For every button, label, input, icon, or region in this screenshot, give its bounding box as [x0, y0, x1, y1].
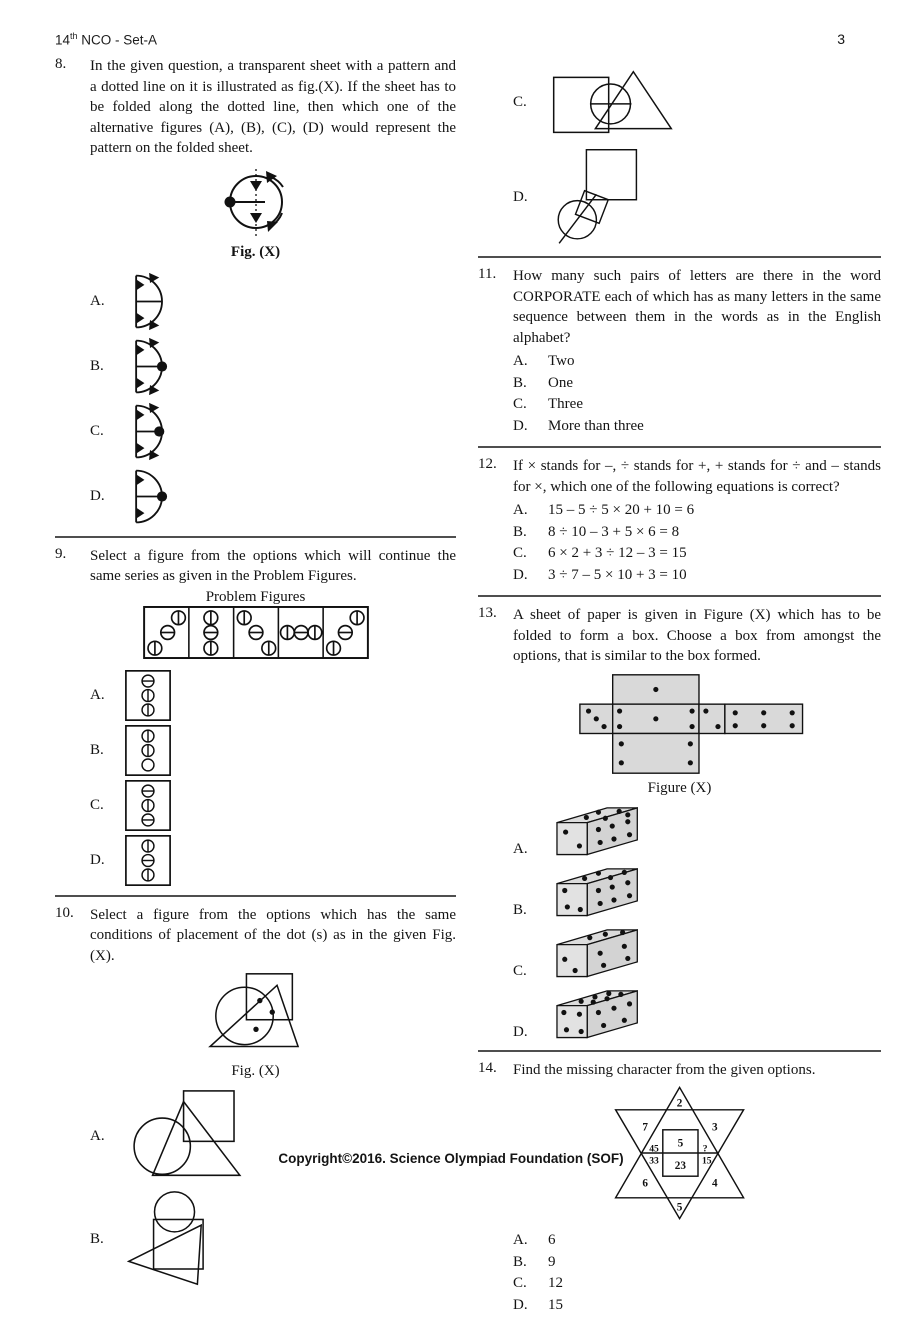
- q10-figure-x-drawing: [202, 970, 310, 1058]
- q8-option-b-figure: [125, 336, 175, 397]
- star-left-lower-cell-value: 33: [648, 1155, 659, 1167]
- question-text: Select a figure from the options which has the same conditions of placement of the dot (s) as in the given Fig. (X).: [90, 906, 456, 964]
- question-11: [478, 266, 881, 437]
- star-lower-left-value: 6: [641, 1177, 648, 1190]
- star-upper-left-value: 7: [641, 1121, 648, 1134]
- q11-option-d: [513, 416, 881, 438]
- q11-option-c: [513, 394, 881, 416]
- section-divider: [55, 536, 456, 538]
- option-label: C.: [90, 796, 104, 813]
- question-number: 10.: [55, 904, 74, 921]
- q11-option-b: [513, 373, 881, 395]
- option-label: D.: [513, 417, 528, 434]
- q9-option-c-figure: [125, 780, 171, 831]
- question-text: Select a figure from the options which will continue the same series as given in the Problem Figures.: [90, 547, 456, 584]
- q8-figure-x-drawing: [214, 167, 298, 239]
- star-upper-right-value: 3: [711, 1121, 718, 1134]
- option-label: B.: [90, 357, 104, 374]
- question-number: 13.: [478, 605, 497, 621]
- section-divider: [478, 1050, 881, 1052]
- q8-option-a-figure: [125, 271, 175, 332]
- option-equation: 6 × 2 + 3 ÷ 12 – 3 = 15: [548, 545, 687, 561]
- q10-option-a: [55, 1088, 456, 1185]
- option-label: C.: [513, 396, 527, 412]
- star-lower-right-value: 4: [711, 1177, 718, 1190]
- page-header-title: [55, 31, 157, 48]
- option-text: Three: [548, 396, 583, 412]
- q13-option-b-figure: [548, 862, 648, 919]
- q9-option-a: [55, 670, 456, 721]
- question-text: If × stands for –, ÷ stands for +, + stands for ÷ and – stands for ×, which one of the following equations is correct?: [513, 458, 881, 495]
- option-label: B.: [90, 741, 104, 758]
- q12-option-c: [513, 543, 881, 565]
- q11-option-a: [513, 351, 881, 373]
- star-center-upper-value: 5: [677, 1137, 683, 1150]
- q9-problem-figures-title: Problem Figures: [205, 588, 306, 605]
- option-label: A.: [90, 686, 105, 703]
- option-label: A.: [513, 502, 528, 518]
- q13-figure-x-label: Figure (X): [647, 779, 712, 796]
- q14-option-b: [513, 1252, 881, 1274]
- option-equation: 15 – 5 ÷ 5 × 20 + 10 = 6: [548, 502, 695, 518]
- q12-option-d: [513, 565, 881, 587]
- question-12: [478, 456, 881, 586]
- star-bottom-value: 5: [676, 1201, 682, 1214]
- question-text: A sheet of paper is given in Figure (X) which has to be folded to form a box. Choose a box from amongst the options, that is similar to the box formed.: [513, 607, 881, 664]
- option-text: Two: [548, 353, 575, 369]
- option-text: One: [548, 374, 573, 391]
- option-label: C.: [513, 1275, 527, 1291]
- option-label: B.: [513, 901, 527, 918]
- q9-option-b-figure: [125, 725, 171, 776]
- option-text: 6: [548, 1232, 556, 1248]
- q11-options: [478, 351, 881, 437]
- q10-option-b: [55, 1189, 456, 1289]
- option-text: 9: [548, 1253, 556, 1270]
- option-label: A.: [513, 1232, 528, 1248]
- option-label: D.: [90, 851, 105, 868]
- option-equation: 3 ÷ 7 – 5 × 10 + 3 = 10: [548, 566, 687, 583]
- star-center-lower-value: 23: [674, 1160, 686, 1172]
- star-right-lower-cell-value: 15: [701, 1155, 712, 1167]
- left-column: [55, 56, 456, 1293]
- question-number: 9.: [55, 545, 67, 562]
- question-number: 14.: [478, 1059, 497, 1076]
- question-10: [55, 905, 456, 1290]
- q9-option-d: [55, 835, 456, 886]
- option-label: C.: [513, 962, 527, 979]
- q9-option-c: [55, 780, 456, 831]
- right-column: [478, 56, 881, 1318]
- q14-option-a: [513, 1230, 881, 1252]
- question-9: [55, 546, 456, 886]
- q8-figure-x-label: Fig. (X): [230, 243, 281, 260]
- q13-option-c: [478, 923, 881, 980]
- q10-option-c: [478, 62, 881, 143]
- star-left-upper-cell-value: 45: [648, 1143, 659, 1155]
- section-divider: [55, 895, 456, 897]
- option-text: More than three: [548, 417, 644, 434]
- question-13: [478, 605, 881, 1041]
- section-divider: [478, 446, 881, 448]
- question-14: [478, 1060, 881, 1317]
- q14-option-c: [513, 1273, 881, 1295]
- q13-option-b: [478, 862, 881, 919]
- option-label: A.: [90, 1128, 105, 1144]
- q12-option-a: [513, 500, 881, 522]
- option-label: B.: [513, 374, 527, 391]
- option-label: D.: [513, 1023, 528, 1040]
- question-8: [55, 56, 456, 527]
- option-label: D.: [513, 566, 528, 583]
- q8-option-d: [55, 466, 456, 527]
- q10-option-c-figure: [548, 62, 676, 143]
- q14-option-d: [513, 1295, 881, 1317]
- option-text: 15: [548, 1296, 563, 1313]
- q8-option-c: [55, 401, 456, 462]
- q13-option-a-figure: [548, 801, 648, 858]
- option-label: D.: [513, 188, 528, 205]
- q8-option-d-figure: [125, 466, 175, 527]
- q13-box-net-drawing: [554, 673, 806, 775]
- question-text: Find the missing character from the given options.: [513, 1061, 816, 1078]
- q8-option-a: [55, 271, 456, 332]
- option-text: 12: [548, 1275, 563, 1291]
- option-label: B.: [90, 1230, 104, 1247]
- q9-option-b: [55, 725, 456, 776]
- option-label: D.: [513, 1296, 528, 1313]
- option-label: B.: [513, 1253, 527, 1270]
- q8-option-b: [55, 336, 456, 397]
- copyright-footer: Copyright©2016. Science Olympiad Foundation (SOF): [278, 1151, 624, 1166]
- q13-option-a: [478, 801, 881, 858]
- option-label: C.: [90, 422, 104, 439]
- header-set-number: 14: [55, 32, 71, 48]
- question-number: 11.: [478, 266, 497, 282]
- option-label: A.: [90, 292, 105, 309]
- option-label: D.: [90, 487, 105, 504]
- header-ordinal-suffix: th: [70, 31, 78, 41]
- q9-option-a-figure: [125, 670, 171, 721]
- q14-options: [478, 1230, 881, 1316]
- option-label: B.: [513, 523, 527, 540]
- section-divider: [478, 256, 881, 258]
- option-label: C.: [513, 94, 527, 110]
- q12-option-b: [513, 522, 881, 544]
- page-number: 3: [837, 31, 845, 47]
- q10-option-d-figure: [548, 147, 653, 247]
- q10-option-b-figure: [125, 1189, 225, 1289]
- q9-problem-figures-strip: [143, 606, 369, 659]
- option-label: A.: [513, 353, 528, 369]
- q13-option-d: [478, 984, 881, 1041]
- q10-option-d: [478, 147, 881, 247]
- section-divider: [478, 595, 881, 597]
- header-set-label: NCO - Set-A: [77, 32, 158, 48]
- question-text: In the given question, a transparent sheet with a pattern and a dotted line on it is illustrated as fig.(X). If the sheet has to be folded along the dotted line, then which one of the alternative figures (A), (B), (C), (D) would represent the pattern on the folded sheet.: [90, 58, 456, 156]
- q13-option-d-figure: [548, 984, 648, 1041]
- question-10-continued: [478, 62, 881, 247]
- option-equation: 8 ÷ 10 – 3 + 5 × 6 = 8: [548, 523, 680, 540]
- q12-options: [478, 500, 881, 586]
- q13-option-c-figure: [548, 923, 648, 980]
- q8-option-c-figure: [125, 401, 175, 462]
- star-top-value: 2: [676, 1097, 682, 1110]
- question-text: How many such pairs of letters are there in the word CORPORATE each of which has as many letters in the same sequence between them in the words as in the English alphabet?: [513, 268, 881, 346]
- question-number: 8.: [55, 56, 67, 72]
- option-label: A.: [513, 840, 528, 857]
- q10-option-a-figure: [125, 1088, 247, 1185]
- option-label: C.: [513, 545, 527, 561]
- q9-option-d-figure: [125, 835, 171, 886]
- star-right-upper-cell-value: ?: [702, 1143, 708, 1155]
- q10-figure-x-label: Fig. (X): [231, 1063, 280, 1079]
- question-number: 12.: [478, 456, 497, 472]
